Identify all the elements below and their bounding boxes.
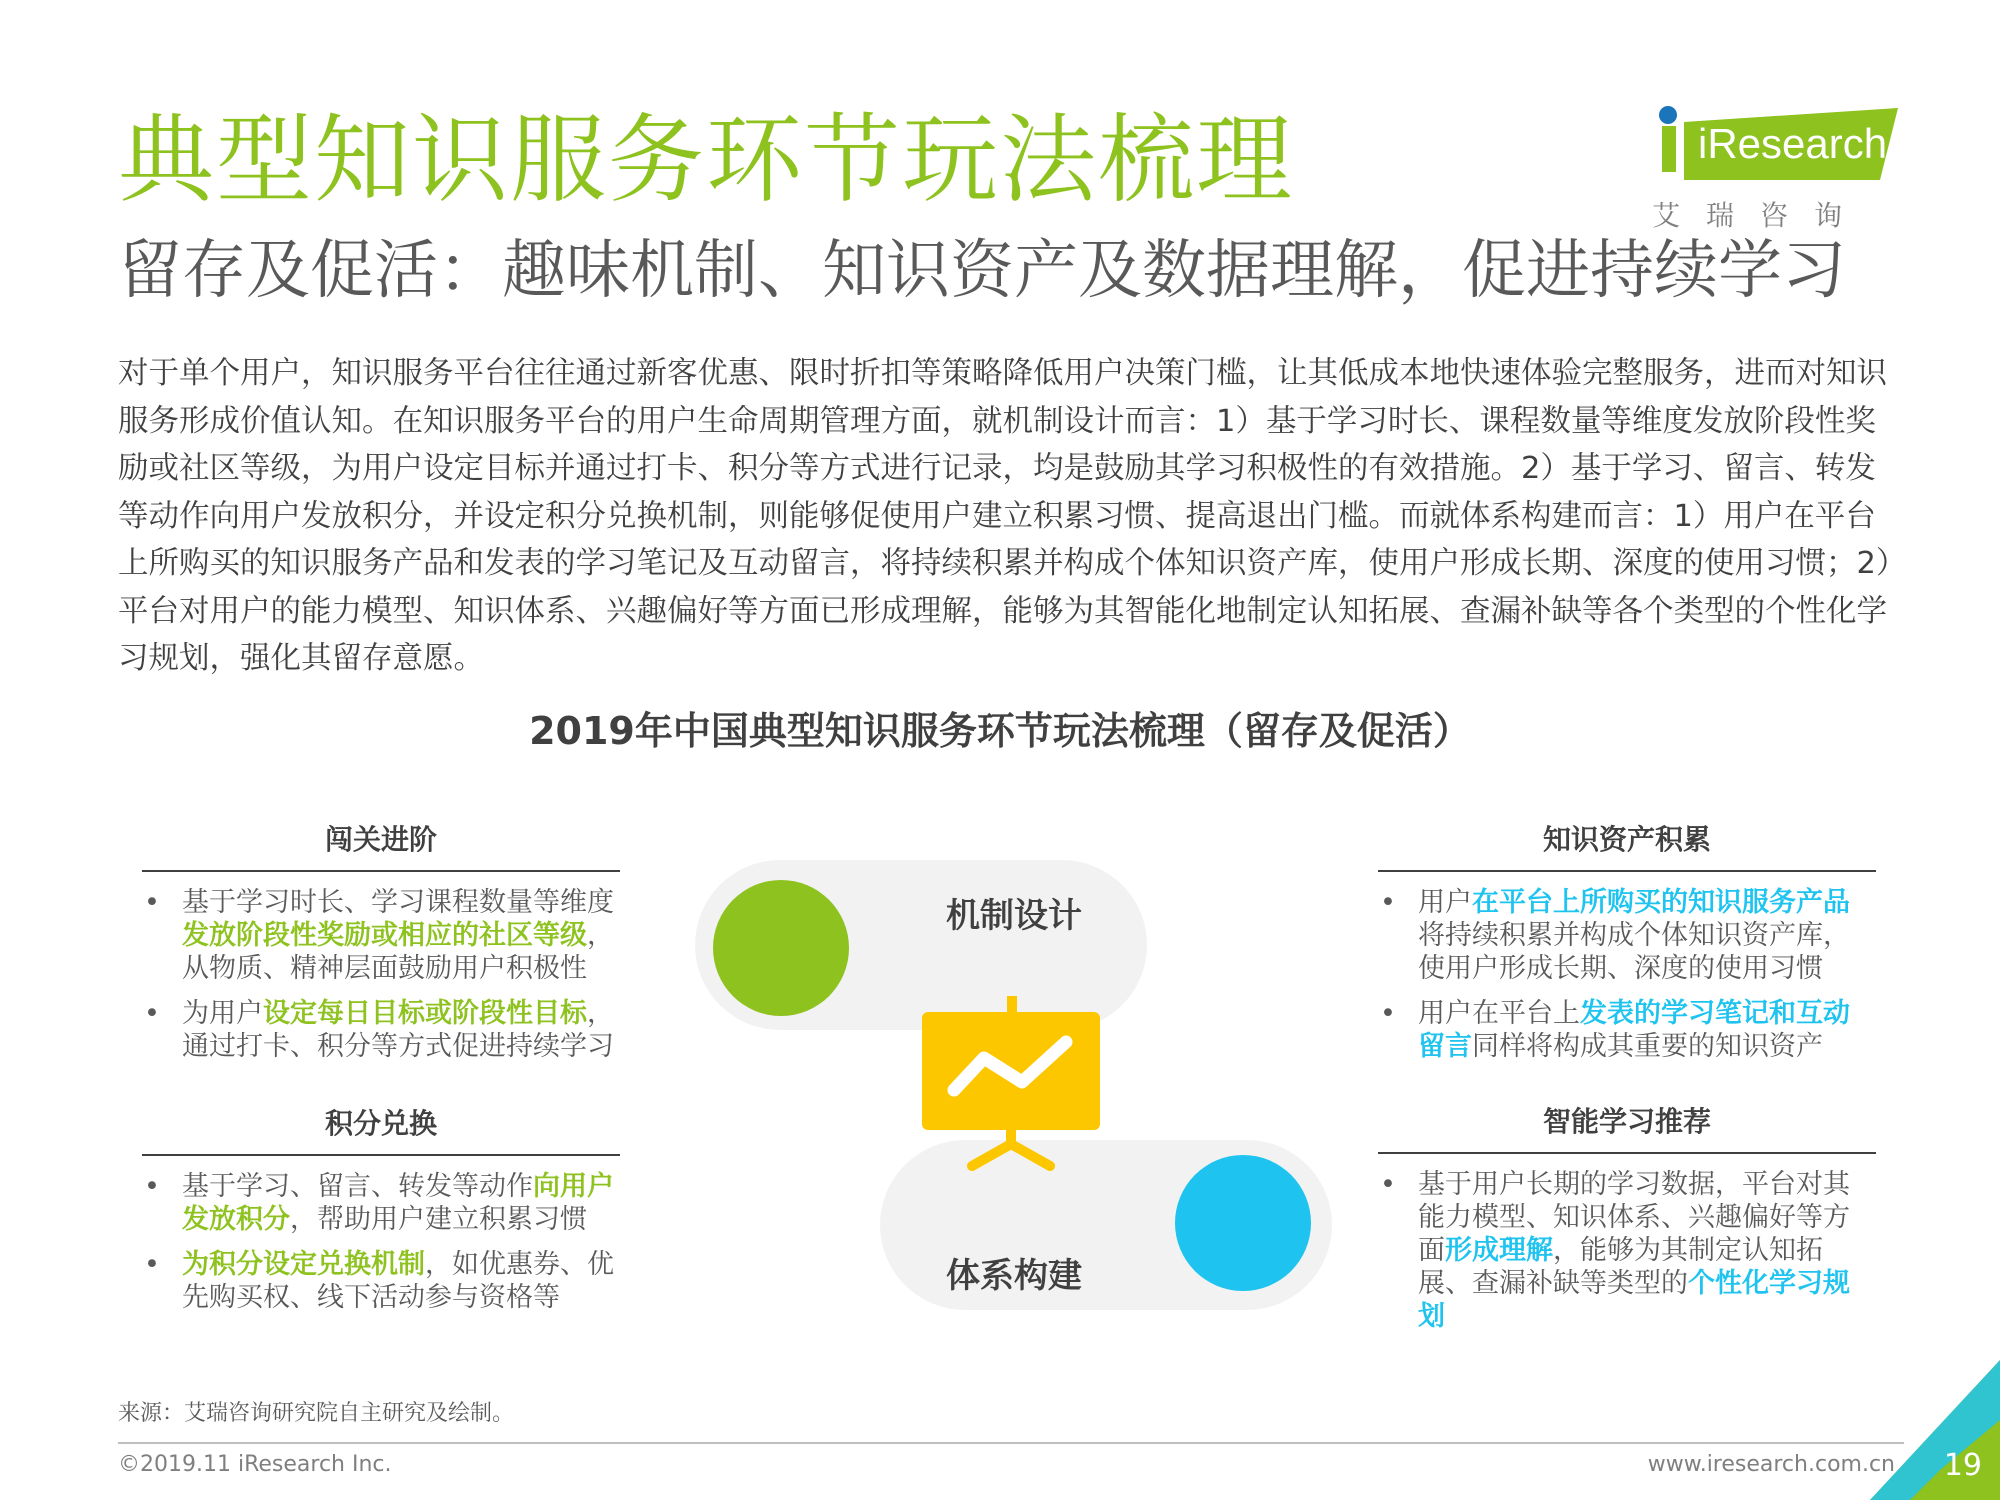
- panel-smart-recommend: [1378, 1100, 1876, 1345]
- bullet-dot: •: [144, 1249, 160, 1280]
- logo-i-mark: [1662, 126, 1676, 172]
- bullet-text: 基于用户长期的学习数据，平台对其能力模型、知识体系、兴趣偏好等方面: [1418, 1169, 1850, 1266]
- highlighted-text: 发放阶段性奖励或相应的社区等级: [182, 920, 587, 951]
- bullet-text: ，如优惠券、优先购买权、线下活动参与资格等: [182, 1249, 614, 1313]
- bullet-list: [1378, 1168, 1876, 1333]
- bullet-dot: •: [1380, 1169, 1396, 1200]
- panel-title: 智能学习推荐: [1378, 1100, 1876, 1154]
- bullet-item: [1378, 997, 1876, 1063]
- page-subtitle: 留存及促活：趣味机制、知识资产及数据理解，促进持续学习: [118, 234, 1846, 308]
- highlighted-text: 在平台上所购买的知识服务产品: [1472, 887, 1850, 918]
- website-link[interactable]: www.iresearch.com.cn: [1647, 1452, 1895, 1477]
- copyright: ©2019.11 iResearch Inc.: [118, 1452, 392, 1477]
- figure-title: 2019年中国典型知识服务环节玩法梳理（留存及促活）: [529, 709, 1471, 753]
- panel-title: 知识资产积累: [1378, 818, 1876, 872]
- system-circle: [1175, 1155, 1311, 1291]
- bullet-list: [142, 886, 620, 1063]
- bullet-item: [1378, 886, 1876, 985]
- panel-title: 积分兑换: [142, 1102, 620, 1156]
- panel-title: 闯关进阶: [142, 818, 620, 872]
- bullet-list: [1378, 886, 1876, 1063]
- bullet-text: 用户在平台上: [1418, 998, 1580, 1029]
- bullet-text: ，通过打卡、积分等方式促进持续学习: [182, 998, 614, 1062]
- panel-points: [142, 1102, 620, 1326]
- iresearch-logo: [1640, 106, 1900, 234]
- logo-brand-text: iResearch: [1698, 120, 1888, 167]
- bullet-item: [1378, 1168, 1876, 1333]
- mechanism-circle: [713, 880, 849, 1016]
- footer-divider: [118, 1442, 1904, 1444]
- bullet-text: ，能够为其制定认知拓展、查漏补缺等类型的: [1418, 1235, 1823, 1299]
- bullet-text: 将持续积累并构成个体知识资产库，使用户形成长期、深度的使用习惯: [1418, 920, 1850, 984]
- highlighted-text: 为积分设定兑换机制: [182, 1249, 425, 1280]
- highlighted-text: 设定每日目标或阶段性目标: [263, 998, 587, 1029]
- logo-dot: [1659, 106, 1677, 124]
- bullet-dot: •: [1380, 887, 1396, 918]
- bullet-text: 基于学习时长、学习课程数量等维度: [182, 887, 614, 918]
- highlighted-text: 向用户发放积分: [182, 1171, 614, 1235]
- source-note: 来源：艾瑞咨询研究院自主研究及绘制。: [118, 1401, 515, 1426]
- bullet-item: [142, 1170, 620, 1236]
- panel-level-up: [142, 818, 620, 1075]
- panel-knowledge-assets: [1378, 818, 1876, 1075]
- intro-paragraph: 对于单个用户，知识服务平台往往通过新客优惠、限时折扣等策略降低用户决策门槛，让其低成本地快速体验完整服务，进而对知识服务形成价值认知。在知识服务平台的用户生命周期管理方面，就机制设计而言：1）基于学习时长、课程数量等维度发放阶段性奖励或社区等级，为用户设定目标并通过打卡、积分等方式进行记录，均是鼓励其学习积极性的有效措施。2）基于学习、留言、转发等动作向用户发放积分，并设定积分兑换机制，则能够促使用户建立积累习惯、提高退出门槛。而就体系构建而言：1）用户在平台上所购买的知识服务产品和发表的学习笔记及互动留言，将持续积累并构成个体知识资产库，使用户形成长期、深度的使用习惯；2）平台对用户的能力模型、知识体系、兴趣偏好等方面已形成理解，能够为其智能化地制定认知拓展、查漏补缺等各个类型的个性化学习规划，强化其留存意愿。: [118, 356, 1892, 676]
- system-label: 体系构建: [946, 1256, 1082, 1296]
- bullet-item: [142, 1248, 620, 1314]
- bullet-dot: •: [144, 998, 160, 1029]
- bullet-text: 基于学习、留言、转发等动作: [182, 1171, 533, 1202]
- bullet-text: 为用户: [182, 998, 263, 1029]
- bullet-dot: •: [144, 1171, 160, 1202]
- bullet-text: 用户: [1418, 887, 1472, 918]
- bullet-text: ，帮助用户建立积累习惯: [290, 1204, 587, 1235]
- bullet-dot: •: [1380, 998, 1396, 1029]
- bullet-dot: •: [144, 887, 160, 918]
- highlighted-text: 个性化学习规划: [1418, 1268, 1850, 1332]
- bullet-item: [142, 997, 620, 1063]
- bullet-list: [142, 1170, 620, 1314]
- presentation-chart-icon: [918, 994, 1104, 1176]
- highlighted-text: 发表的学习笔记和互动留言: [1418, 998, 1850, 1062]
- page-number: 19: [1943, 1448, 1982, 1483]
- page-title: 典型知识服务环节玩法梳理: [118, 104, 1294, 216]
- bullet-text: ，从物质、精神层面鼓励用户积极性: [182, 920, 614, 984]
- logo-chinese-text: 艾瑞咨询: [1652, 199, 1869, 232]
- bullet-item: [142, 886, 620, 985]
- mechanism-label: 机制设计: [946, 896, 1082, 936]
- highlighted-text: 形成理解: [1445, 1235, 1553, 1266]
- bullet-text: 同样将构成其重要的知识资产: [1472, 1031, 1823, 1062]
